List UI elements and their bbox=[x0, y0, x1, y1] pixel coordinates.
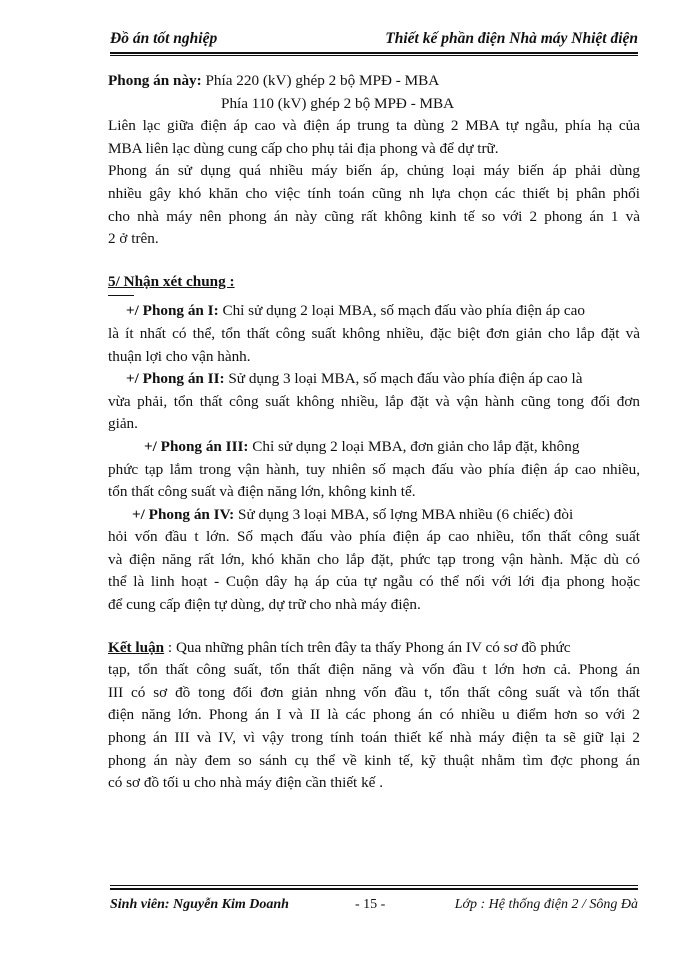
conclusion-block: Kết luận : Qua những phân tích trên đây ta thấy Phong án IV có sơ đồ phức tạp, tổn thất công suất, tổn thất điện năng và vốn đầu t lớn hơn cả. Phong án III có sơ đồ tong đối đơn giản nhng vốn đầu t, tổn thất công suất và tổn thất điện năng lớn. Phong án I và II là các phong án có nhiều u điểm hơn so với 2 phong án III và IV, vì vậy trong tính toán thiết kế nhà máy điện ta sẽ giữ lại 2 phong án này đem so sánh cụ thể về kinh tế, kỹ thuật nhằm tìm đợc phong án có sơ đồ tối u cho nhà máy điện cần thiết kế . bbox=[108, 638, 640, 792]
heading-rule bbox=[108, 295, 134, 296]
intro-line-1: Phong án này: Phía 220 (kV) ghép 2 bộ MPĐ - MBA bbox=[108, 72, 440, 89]
intro-block bbox=[108, 70, 640, 251]
assessment-item-4: +/ Phong án IV: Sử dụng 3 loại MBA, số lợng MBA nhiều (6 chiếc) đòi hỏi vốn đầu t lớn. Số mạch đấu vào phía điện áp cao nhiều, tổn thất công suất và điện năng rất lớn, khó khăn cho lắp đặt, phức tạp trong vận hành. Mặc dù có thể là linh hoạt - Cuộn dây hạ áp của tự ngẫu có thể nối với lới địa phong hoặc để cung cấp điện tự dùng, dự trữ cho nhà máy điện. bbox=[108, 505, 640, 614]
para1-line: Liên lạc giữa điện áp cao và điện áp trung ta dùng 2 MBA tự ngẫu, phía hạ của bbox=[108, 117, 640, 135]
conclusion-label: Kết luận bbox=[108, 638, 165, 656]
section-heading: 5/ Nhận xét chung : bbox=[108, 272, 235, 290]
item-label: +/ Phong án I: bbox=[126, 302, 219, 320]
header-left-title: Đồ án tốt nghiệp bbox=[110, 30, 218, 47]
footer-class: Lớp : Hệ thống điện 2 / Sông Đà bbox=[454, 897, 638, 912]
page-header bbox=[110, 30, 638, 56]
footer-rule bbox=[110, 888, 638, 890]
para2-line: cho nhà máy nên phong án này cũng rất không kinh tế so với 2 phong án 1 và bbox=[108, 207, 640, 225]
item-label: +/ Phong án III: bbox=[144, 437, 249, 455]
document-body bbox=[108, 70, 640, 795]
footer-author: Sinh viên: Nguyễn Kim Doanh bbox=[110, 897, 289, 912]
para2-line: Phong án sử dụng quá nhiều máy biến áp, chủng loại máy biến áp phải dùng bbox=[108, 162, 640, 180]
header-rule bbox=[110, 52, 638, 54]
footer-rule-thin bbox=[110, 885, 638, 886]
assessment-item-3: +/ Phong án III: Chỉ sử dụng 2 loại MBA, đơn giản cho lắp đặt, không phức tạp lắm trong vận hành, tuy nhiên số mạch đấu vào phía điện áp cao nhiều, tổn thất công suất và điện năng lớn, không kinh tế. bbox=[108, 437, 640, 501]
intro-label: Phong án này: bbox=[108, 72, 202, 89]
item-label: +/ Phong án IV: bbox=[132, 505, 235, 523]
page-number: - 15 - bbox=[355, 897, 386, 912]
assessment-item-2: +/ Phong án II: Sử dụng 3 loại MBA, số mạch đấu vào phía điện áp cao là vừa phải, tổn thất công suất không nhiều, lắp đặt và vận hành cũng tong đối đơn giản. bbox=[108, 370, 640, 433]
assessment-item-1: +/ Phong án I: Chỉ sử dụng 2 loại MBA, số mạch đấu vào phía điện áp cao là ít nhất có thể, tổn thất công suất không nhiều, đặc biệt đơn giản cho lắp đặt và thuận lợi cho vận hành. bbox=[108, 302, 640, 365]
header-right-title: Thiết kế phần điện Nhà máy Nhiệt điện bbox=[385, 30, 638, 47]
header-rule-thin bbox=[110, 55, 638, 56]
para2-line: nhiều gây khó khăn cho việc tính toán cũng nh lựa chọn các thiết bị phân phối bbox=[108, 184, 640, 202]
para1-line: MBA liên lạc dùng cung cấp cho phụ tải địa phong và để dự trữ. bbox=[108, 139, 499, 157]
item-label: +/ Phong án II: bbox=[126, 370, 225, 388]
page-footer bbox=[110, 885, 638, 915]
intro-line-2: Phía 110 (kV) ghép 2 bộ MPĐ - MBA bbox=[221, 94, 455, 112]
para2-line: 2 ở trên. bbox=[108, 230, 159, 248]
